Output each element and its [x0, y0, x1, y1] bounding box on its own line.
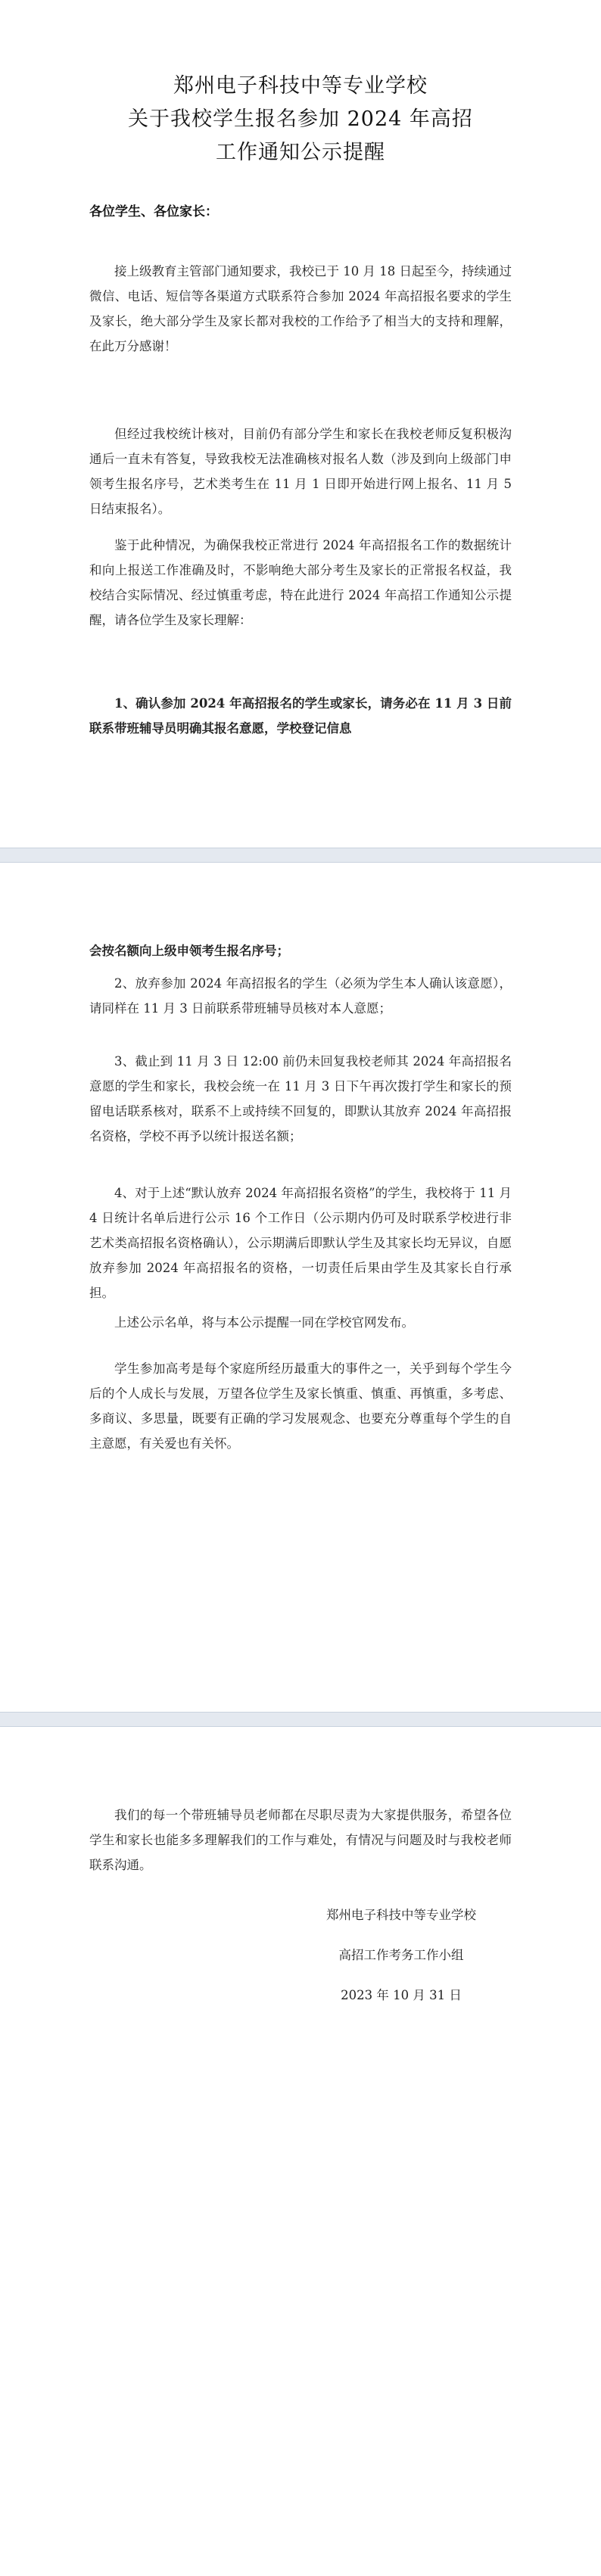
title-line-2: 关于我校学生报名参加 2024 年高招 [128, 107, 473, 131]
paragraph-intro: 接上级教育主管部门通知要求，我校已于 10 月 18 日起至今，持续通过微信、电话、短信等各渠道方式联系符合参加 2024 年高招报名要求的学生及家长，绝大部分学生及家长都对我校的工作给予了相当大的支持和理解，在此万分感谢！ [89, 264, 512, 353]
signature-date: 2023 年 10 月 31 日 [341, 1988, 462, 2002]
paragraph-item-4: 4、对于上述“默认放弃 2024 年高招报名资格”的学生，我校将于 11 月 4 日统计名单后进行公示 16 个工作日（公示期内仍可及时联系学校进行非艺术类高招报名资格确认），公示期满后即默认学生及其家长均无异议，自愿放弃参加 2024 年高招报名的资格，一切责任后果由学生及其家长自行承担。 [89, 1186, 512, 1300]
page-break [0, 1712, 601, 1727]
salutation: 各位学生、各位家长： [89, 204, 218, 219]
title-line-3: 工作通知公示提醒 [216, 141, 385, 164]
title-line-1: 郑州电子科技中等专业学校 [173, 74, 428, 98]
signature-group: 高招工作考务工作小组 [338, 1948, 464, 1962]
signature-school: 郑州电子科技中等专业学校 [326, 1908, 476, 1922]
paragraph-item-1-continued: 会按名额向上级申领考生报名序号； [89, 944, 289, 958]
paragraph-item-2: 2、放弃参加 2024 年高招报名的学生（必须为学生本人确认该意愿），请同样在 11 月 3 日前联系带班辅导员核对本人意愿； [89, 976, 512, 1016]
paragraph-publication: 上述公示名单，将与本公示提醒一同在学校官网发布。 [114, 1315, 414, 1330]
paragraph-advice: 学生参加高考是每个家庭所经历最重大的事件之一，关乎到每个学生今后的个人成长与发展，万望各位学生及家长慎重、慎重、再慎重，多考虑、多商议、多思量，既要有正确的学习发展观念、也要充分尊重每个学生的自主意愿，有关爱也有关怀。 [89, 1361, 512, 1451]
paragraph-item-3: 3、截止到 11 月 3 日 12:00 前仍未回复我校老师其 2024 年高招报名意愿的学生和家长，我校会统一在 11 月 3 日下午再次拨打学生和家长的预留电话联系核对，联系不上或持续不回复的，即默认其放弃 2024 年高招报名资格，学校不再予以统计报送名额； [89, 1054, 512, 1143]
page-break [0, 848, 601, 863]
paragraph-status: 但经过我校统计核对，目前仍有部分学生和家长在我校老师反复积极沟通后一直未有答复，导致我校无法准确核对报名人数（涉及到向上级部门申领考生报名序号，艺术类考生在 11 月 1 日即开始进行网上报名、11 月 5 日结束报名）。 [89, 427, 512, 516]
paragraph-item-1: 1、确认参加 2024 年高招报名的学生或家长，请务必在 11 月 3 日前联系带班辅导员明确其报名意愿，学校登记信息 [89, 696, 512, 736]
paragraph-closing: 我们的每一个带班辅导员老师都在尽职尽责为大家提供服务，希望各位学生和家长也能多多理解我们的工作与难处，有情况与问题及时与我校老师联系沟通。 [89, 1808, 512, 1872]
paragraph-reason: 鉴于此种情况，为确保我校正常进行 2024 年高招报名工作的数据统计和向上报送工作准确及时，不影响绝大部分考生及家长的正常报名权益，我校结合实际情况、经过慎重考虑，特在此进行 2024 年高招工作通知公示提醒，请各位学生及家长理解： [89, 538, 512, 627]
